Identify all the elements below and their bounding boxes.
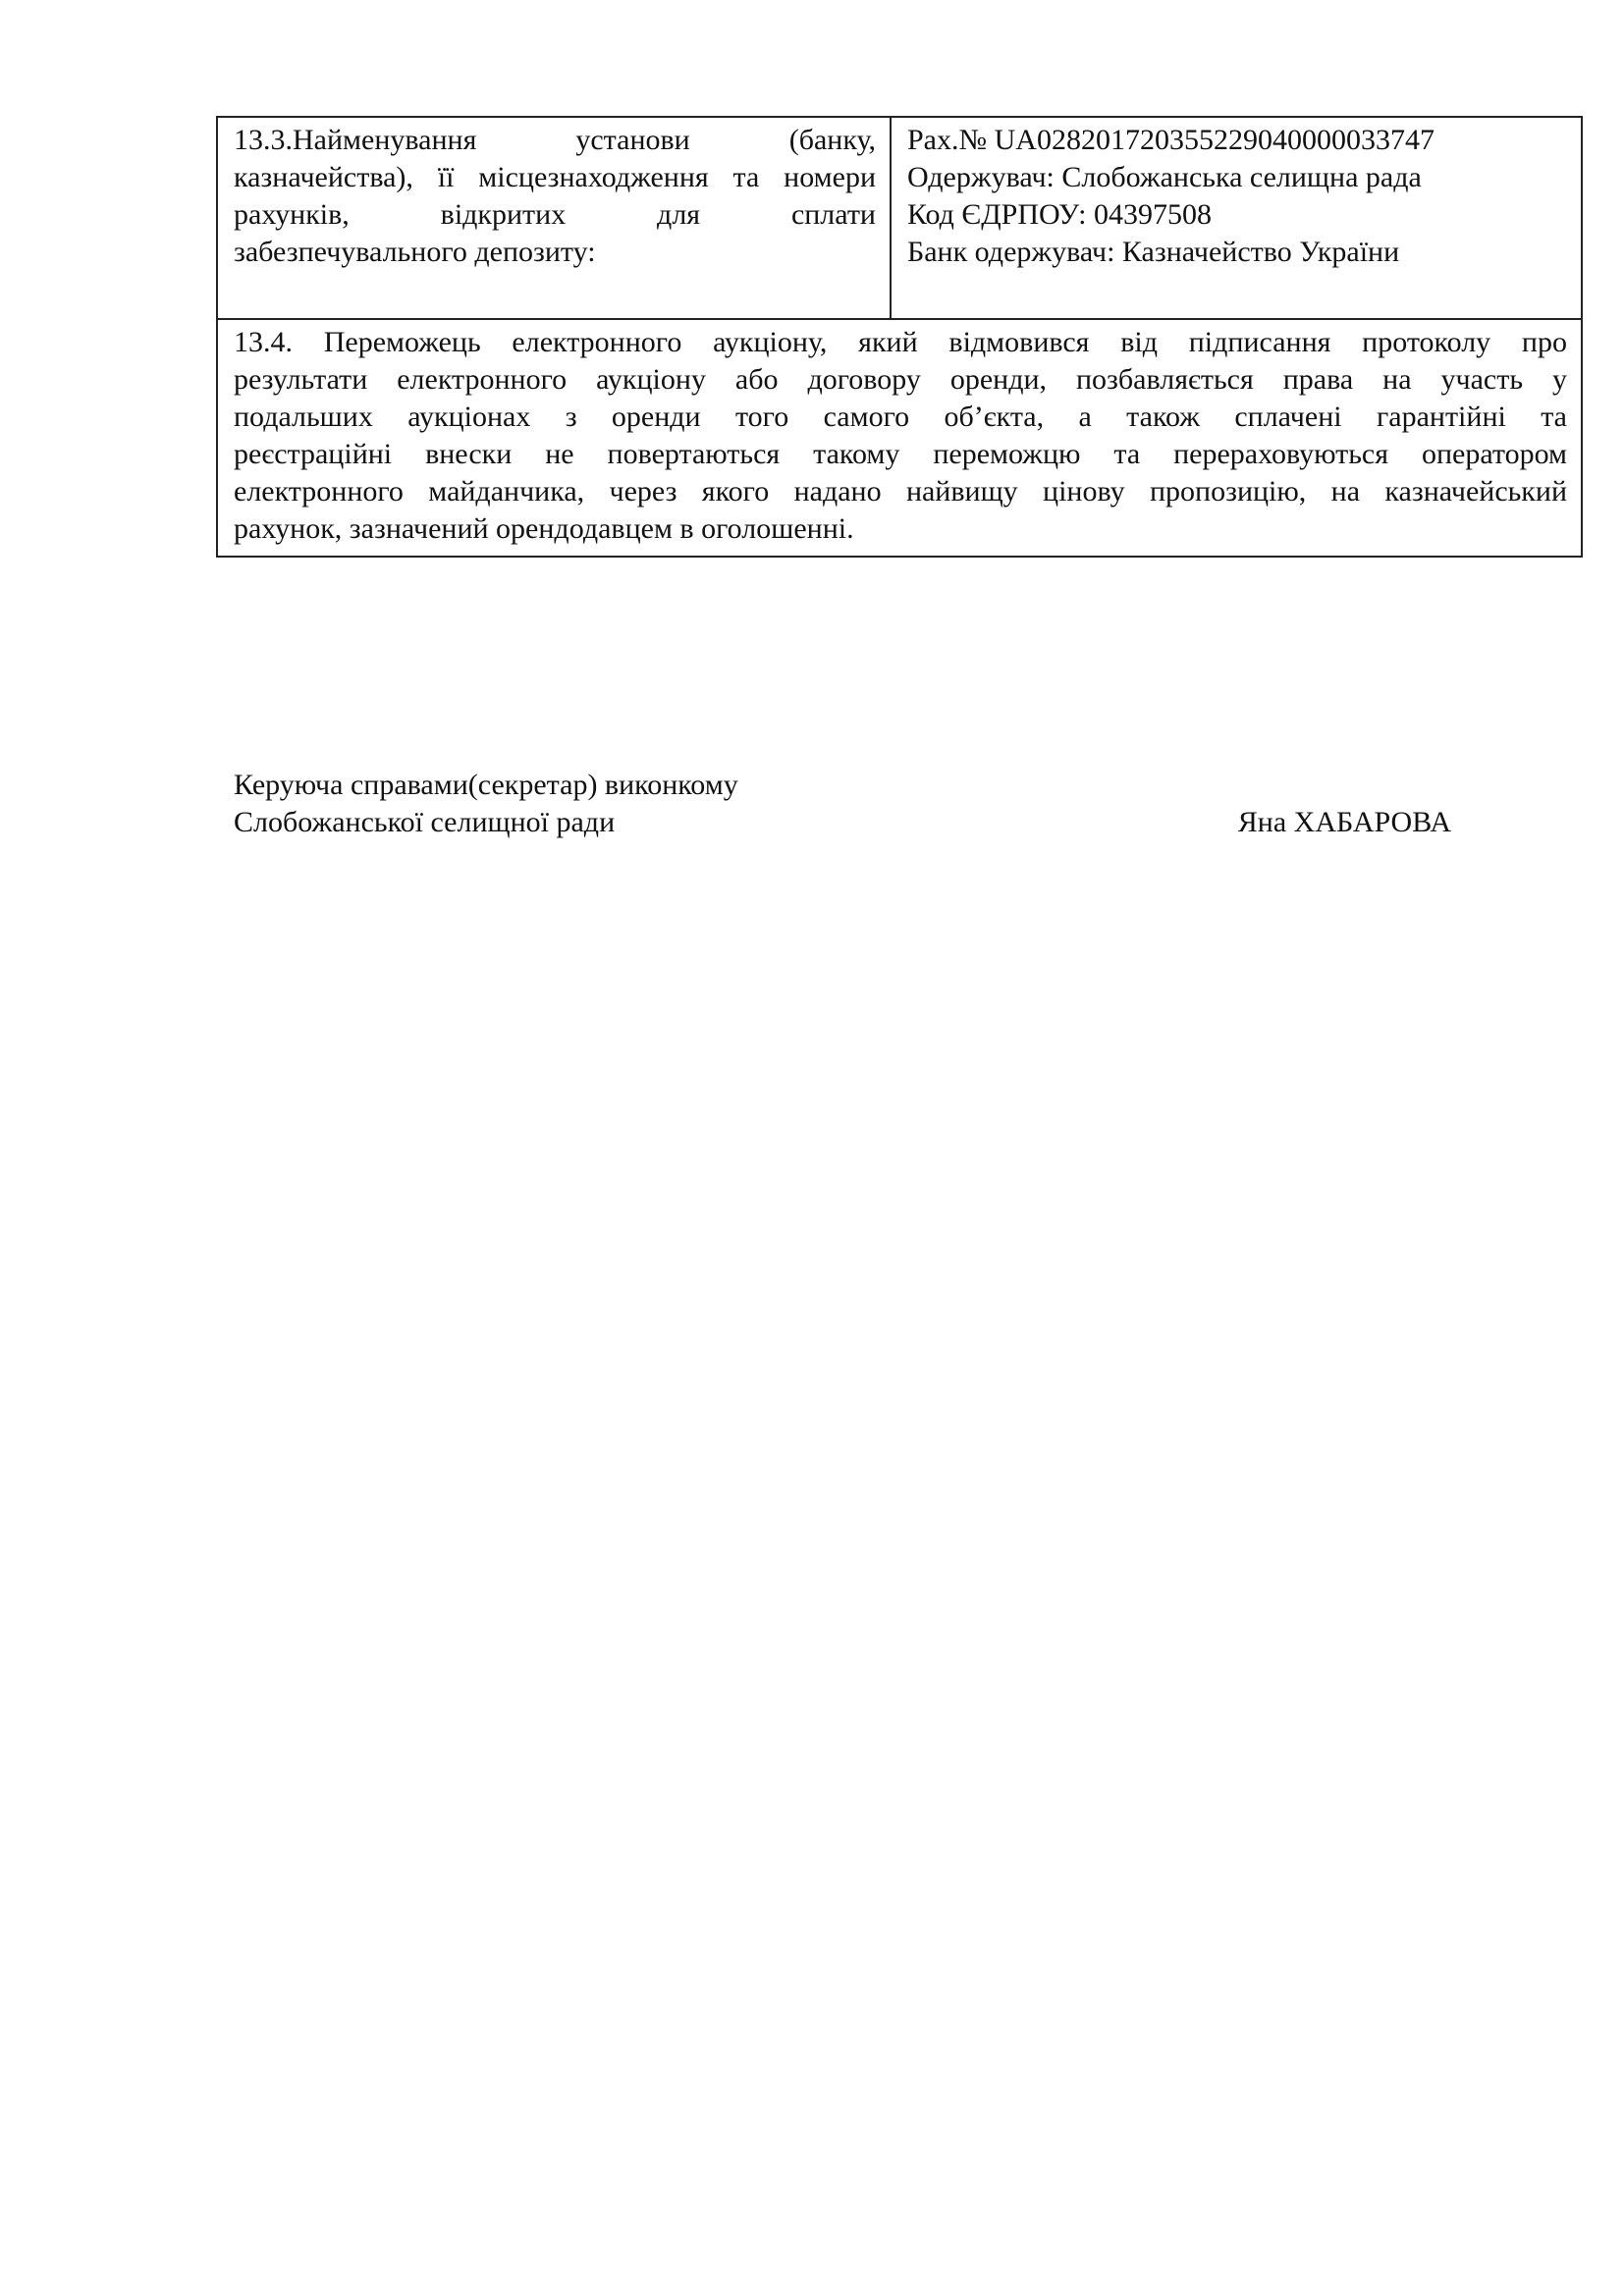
- paragraph-line: результати електронного аукціону або договору оренди, позбавляється права на участь у: [234, 363, 1567, 396]
- recipient: Одержувач: Слобожанська селищна рада: [907, 161, 1422, 193]
- bank-details-cell: [891, 117, 1582, 319]
- account-number: Рах.№ UA028201720355229040000033747: [907, 124, 1435, 156]
- signatory-organization: Слобожанської селищної ради: [234, 806, 616, 838]
- signature-block: [234, 767, 1451, 841]
- deposit-info-table: [216, 116, 1583, 558]
- clause-13-4-cell: [217, 319, 1582, 557]
- paragraph-line: реєстраційні внески не повертаються такому переможцю та перераховуються оператором: [234, 438, 1567, 470]
- edrpou-code: Код ЄДРПОУ: 04397508: [907, 198, 1212, 231]
- paragraph-line: рахунок, зазначений орендодавцем в оголошенні.: [234, 512, 854, 545]
- paragraph-line: 13.4. Переможець електронного аукціону, який відмовився від підписання протоколу про: [234, 326, 1567, 358]
- cell-text-line: рахунків, відкритих для сплати: [234, 198, 876, 231]
- signatory-name: Яна ХАБАРОВА: [1237, 806, 1451, 838]
- cell-text-line: 13.3.Найменування установи (банку,: [234, 124, 876, 156]
- table-row: [217, 319, 1582, 557]
- deposit-institution-label-cell: [217, 117, 891, 319]
- recipient-bank: Банк одержувач: Казначейство України: [907, 236, 1400, 268]
- table-row: [217, 117, 1582, 319]
- cell-text-line: забезпечувального депозиту:: [234, 236, 596, 268]
- paragraph-line: електронного майданчика, через якого надано найвищу цінову пропозицію, на казначейський: [234, 475, 1567, 507]
- cell-text-line: казначейства), її місцезнаходження та номери: [234, 161, 876, 193]
- paragraph-line: подальших аукціонах з оренди того самого об’єкта, а також сплачені гарантійні та: [234, 400, 1567, 433]
- signatory-position: Керуюча справами(секретар) виконкому: [234, 769, 738, 801]
